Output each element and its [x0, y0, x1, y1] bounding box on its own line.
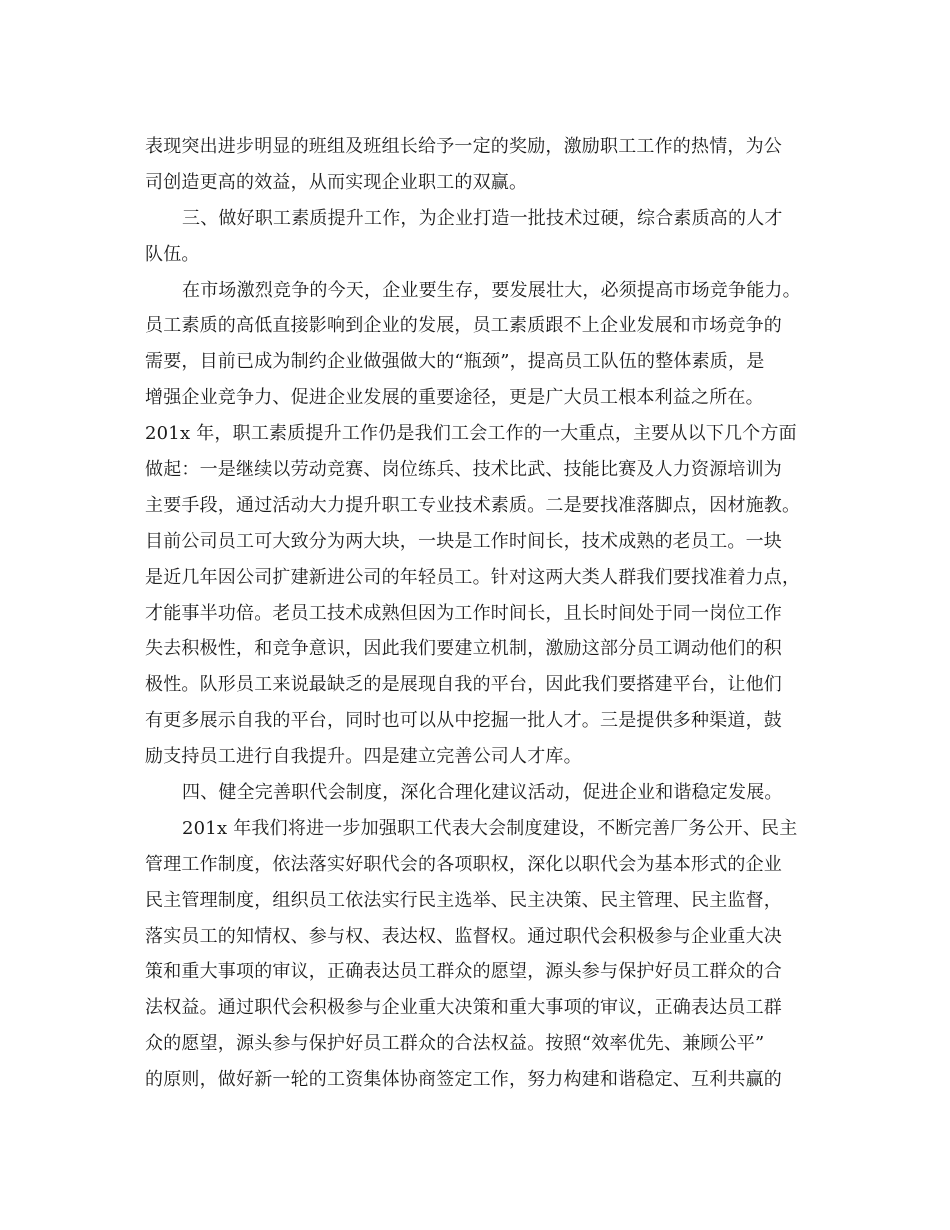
text-line: 司创造更高的效益，从而实现企业职工的双赢。 — [145, 171, 528, 193]
text-line: 有更多展示自我的平台，同时也可以从中挖掘一批人才。三是提供多种渠道，鼓 — [145, 710, 782, 732]
text-line: 在市场激烈竞争的今天，企业要生存，要发展壮大，必须提高市场竞争能力。 — [182, 279, 801, 301]
text-line: 员工素质的高低直接影响到企业的发展，员工素质跟不上企业发展和市场竞争的 — [145, 315, 782, 337]
text-line: 众的愿望，源头参与保护好员工群众的合法权益。按照“效率优先、兼顾公平” — [145, 1033, 765, 1055]
text-line: 的原则，做好新一轮的工资集体协商签定工作，努力构建和谐稳定、互利共赢的 — [145, 1069, 782, 1091]
text-line: 是近几年因公司扩建新进公司的年轻员工。针对这两大类人群我们要找准着力点， — [145, 566, 801, 588]
text-line: 管理工作制度，依法落实好职代会的各项职权，深化以职代会为基本形式的企业 — [145, 853, 782, 875]
text-line: 目前公司员工可大致分为两大块，一块是工作时间长，技术成熟的老员工。一块 — [145, 530, 782, 552]
document-page — [145, 129, 805, 1098]
section-heading-continued: 队伍。 — [145, 243, 200, 265]
text-line: 策和重大事项的审议，正确表达员工群众的愿望，源头参与保护好员工群众的合 — [145, 961, 782, 983]
text-line: 201x 年我们将进一步加强职工代表大会制度建设，不断完善厂务公开、民主 — [182, 817, 798, 839]
text-line: 才能事半功倍。老员工技术成熟但因为工作时间长，且长时间处于同一岗位工作 — [145, 602, 782, 624]
text-line: 民主管理制度，组织员工依法实行民主选举、民主决策、民主管理、民主监督， — [145, 889, 782, 911]
text-line: 落实员工的知情权、参与权、表达权、监督权。通过职代会积极参与企业重大决 — [145, 925, 782, 947]
text-line: 励支持员工进行自我提升。四是建立完善公司人才库。 — [145, 746, 582, 768]
text-line: 极性。队形员工来说最缺乏的是展现自我的平台，因此我们要搭建平台，让他们 — [145, 674, 782, 696]
section-heading: 三、做好职工素质提升工作，为企业打造一批技术过硬，综合素质高的人才 — [182, 207, 783, 229]
text-line: 主要手段，通过活动大力提升职工专业技术素质。二是要找准落脚点，因材施教。 — [145, 494, 801, 516]
text-line: 做起：一是继续以劳动竞赛、岗位练兵、技术比武、技能比赛及人力资源培训为 — [145, 459, 782, 481]
text-line: 表现突出进步明显的班组及班组长给予一定的奖励，激励职工工作的热情，为公 — [145, 136, 782, 157]
text-line: 法权益。通过职代会积极参与企业重大决策和重大事项的审议，正确表达员工群 — [145, 997, 782, 1019]
section-heading: 四、健全完善职代会制度，深化合理化建议活动，促进企业和谐稳定发展。 — [182, 782, 783, 804]
text-line: 需要，目前已成为制约企业做强做大的“瓶颈”，提高员工队伍的整体素质，是 — [145, 351, 765, 373]
text-line: 201x 年，职工素质提升工作仍是我们工会工作的一大重点，主要从以下几个方面 — [145, 423, 797, 445]
text-line: 增强企业竞争力、促进企业发展的重要途径，更是广大员工根本利益之所在。 — [145, 387, 764, 409]
text-line: 失去积极性，和竞争意识，因此我们要建立机制，激励这部分员工调动他们的积 — [145, 638, 782, 660]
